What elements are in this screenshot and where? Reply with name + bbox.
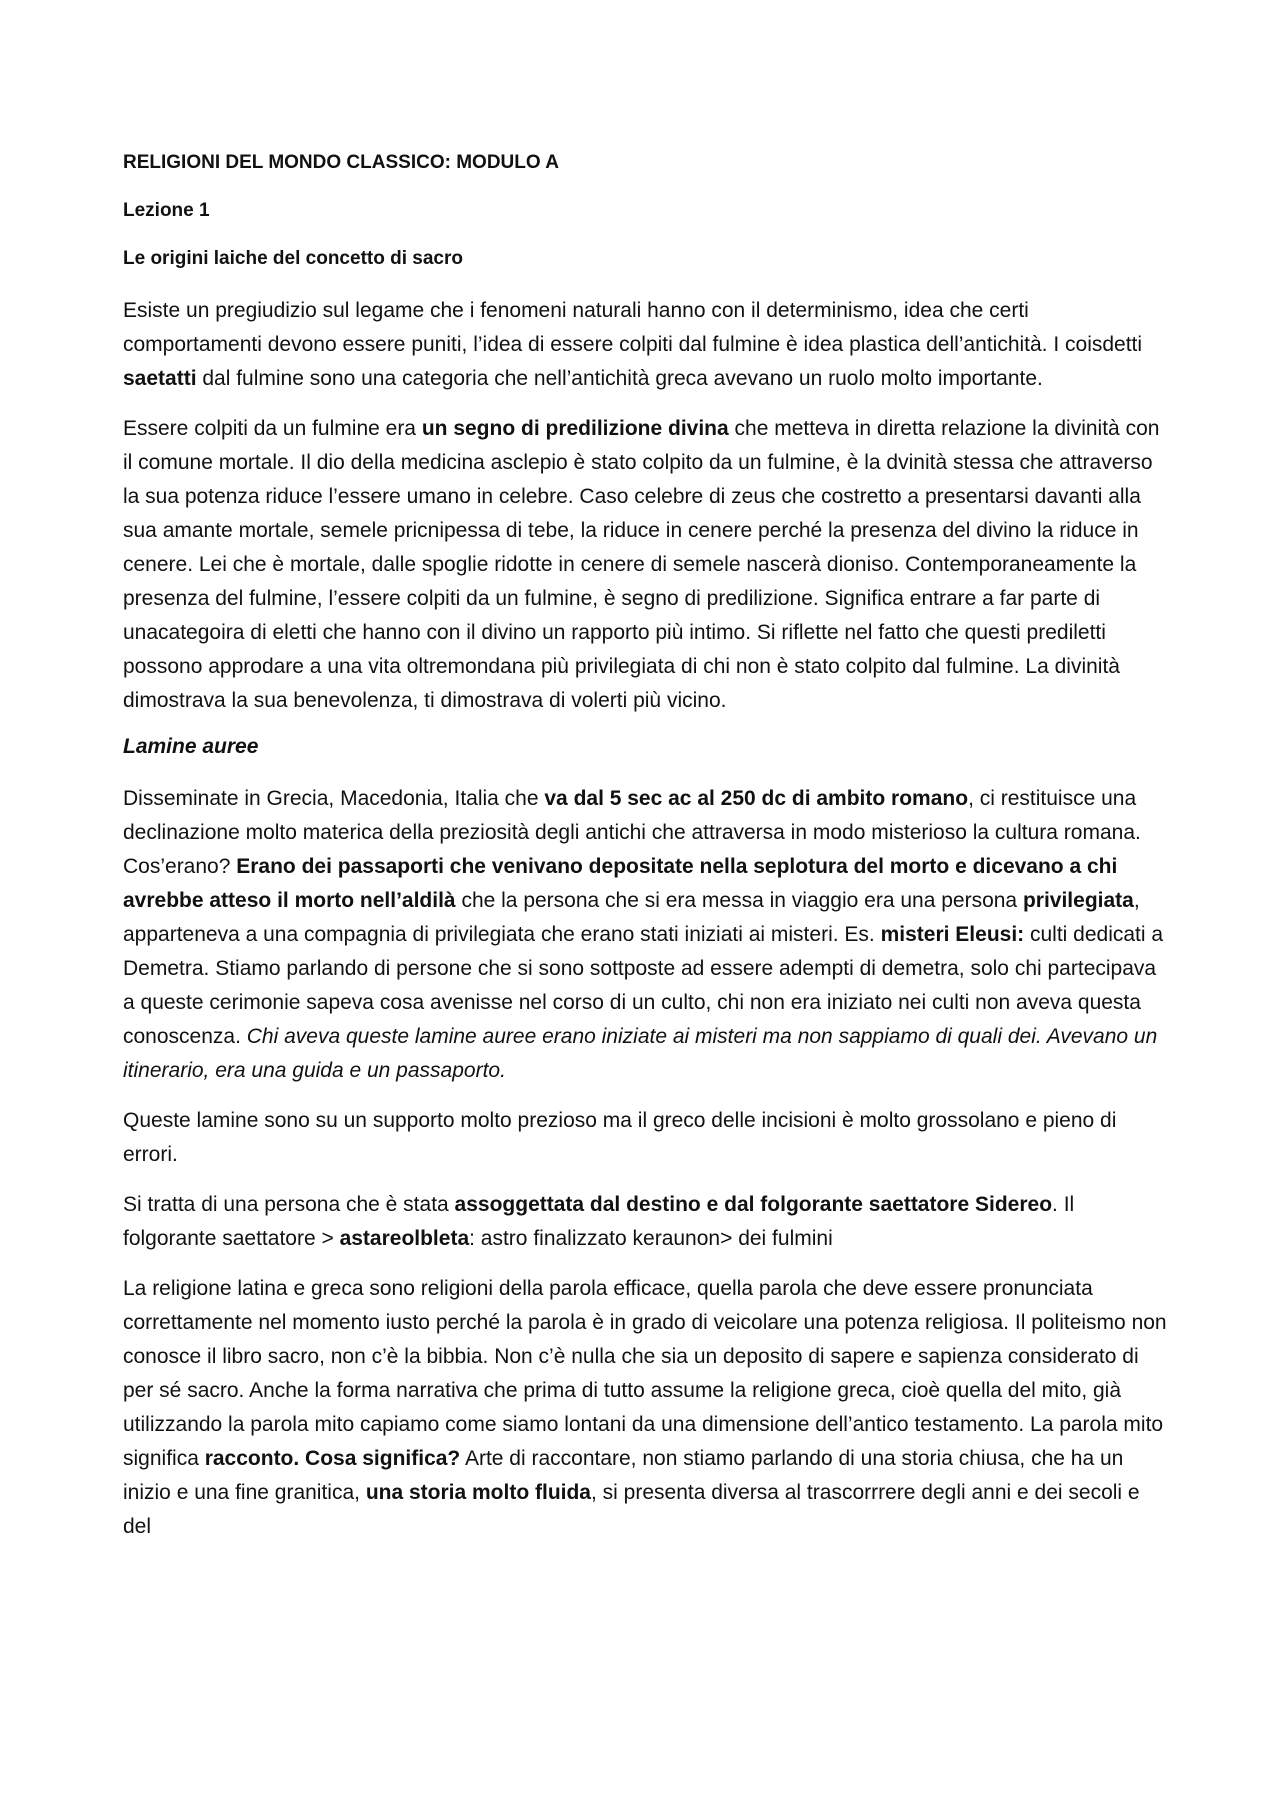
subheading-lamine-auree: Lamine auree bbox=[123, 735, 259, 758]
paragraph bbox=[123, 1272, 1173, 1544]
text-run: , apparteneva a una compagnia di privilegiata che erano stati iniziati ai misteri. Es. bbox=[123, 889, 1140, 946]
paragraph bbox=[123, 294, 1173, 396]
bold-text: astareolbleta bbox=[339, 1227, 470, 1250]
lesson-heading: Lezione 1 bbox=[123, 200, 210, 221]
text-run: , si presenta diversa al trascorrrere degli anni e dei secoli e del bbox=[123, 1481, 1140, 1538]
bold-text: assoggettata dal destino e dal folgorante saettatore Sidereo bbox=[454, 1193, 1053, 1216]
text-run: , ci restituisce una declinazione molto materica della preziosità degli antichi che attraversa in modo misterioso la cultura romana. Cos’erano? bbox=[123, 787, 1141, 878]
text-run: La religione latina e greca sono religioni della parola efficace, quella parola che deve essere pronunciata correttamente nel momento iusto perché la parola è in grado di veicolare una potenza religiosa. Il politeismo non conosce il libro sacro, non c’è la bibbia. Non c’è nulla che sia un deposito di sapere e sapienza considerato di per sé sacro. Anche la forma narrativa che prima di tutto assume la religione greca, cioè quella del mito, già utilizzando la parola mito capiamo come siamo lontani da una dimensione dell’antico testamento. La parola mito significa bbox=[123, 1277, 1167, 1470]
bold-text: una storia molto fluida bbox=[365, 1481, 591, 1504]
text-run: Essere colpiti da un fulmine era bbox=[123, 417, 422, 440]
bold-text: va dal 5 sec ac al 250 dc di ambito romano bbox=[544, 787, 969, 810]
paragraph bbox=[123, 412, 1173, 718]
bold-text: privilegiata bbox=[1022, 889, 1134, 912]
text-run: Esiste un pregiudizio sul legame che i fenomeni naturali hanno con il determinismo, idea che certi comportamenti devono essere puniti, l’idea di essere colpiti dal fulmine è idea plastica dell’antichità. I coisdetti bbox=[123, 299, 1143, 356]
text-run: che metteva in diretta relazione la divinità con il comune mortale. Il dio della medicina asclepio è stato colpito da un fulmine, è la dvinità stessa che attraverso la sua potenza riduce l’essere umano in celebre. Caso celebre di zeus che costretto a presentarsi davanti alla sua amante mortale, semele pricnipessa di tebe, la riduce in cenere perché la presenza del divino la riduce in cenere. Lei che è mortale, dalle spoglie ridotte in cenere di semele nascerà dioniso. Contemporaneamente la presenza del fulmine, l’essere colpiti da un fulmine, è segno di predilizione. Significa entrare a far parte di unacategoira di eletti che hanno con il divino un rapporto più intimo. Si riflette nel fatto che questi prediletti possono approdare a una vita oltremondana più privilegiata di chi non è stato colpito dal fulmine. La divinità dimostrava la sua benevolenza, ti dimostrava di volerti più vicino. bbox=[123, 417, 1160, 712]
text-run: che la persona che si era messa in viaggio era una persona bbox=[455, 889, 1023, 912]
paragraph bbox=[123, 1104, 1173, 1172]
paragraph bbox=[123, 782, 1173, 1088]
bold-text: un segno di predilizione divina bbox=[421, 417, 729, 440]
text-run: dal fulmine sono una categoria che nell’antichità greca avevano un ruolo molto importante. bbox=[196, 367, 1043, 390]
bold-text: racconto. Cosa significa? bbox=[204, 1447, 461, 1470]
bold-text: misteri Eleusi: bbox=[880, 923, 1025, 946]
document-page bbox=[123, 150, 1173, 1560]
text-run: Si tratta di una persona che è stata bbox=[123, 1193, 455, 1216]
text-run: Arte di raccontare, non stiamo parlando di una storia chiusa, che ha un inizio e una fine granitica, bbox=[123, 1447, 1124, 1504]
italic-text: Chi aveva queste lamine auree erano iniziate ai misteri ma non sappiamo di quali dei. Avevano un itinerario, era una guida e un passaporto. bbox=[123, 1025, 1158, 1082]
paragraph bbox=[123, 1188, 1173, 1256]
bold-text: Erano dei passaporti che venivano depositate nella seplotura del morto e dicevano a chi avrebbe atteso il morto nell’aldilà bbox=[123, 855, 1118, 912]
text-run: : astro finalizzato keraunon> dei fulmini bbox=[469, 1227, 833, 1250]
text-run: Queste lamine sono su un supporto molto prezioso ma il greco delle incisioni è molto grossolano e pieno di errori. bbox=[123, 1109, 1117, 1166]
text-run: . Il folgorante saettatore > bbox=[123, 1193, 1075, 1250]
text-run: culti dedicati a Demetra. Stiamo parlando di persone che si sono sottposte ad essere adempti di demetra, solo chi partecipava a queste cerimonie sapeva cosa avenisse nel corso di un culto, chi non era iniziato nei culti non aveva questa conoscenza. bbox=[123, 923, 1164, 1048]
bold-text: saetatti bbox=[123, 367, 197, 390]
text-run: Disseminate in Grecia, Macedonia, Italia che bbox=[123, 787, 545, 810]
document-title: RELIGIONI DEL MONDO CLASSICO: MODULO A bbox=[123, 152, 559, 173]
section-heading: Le origini laiche del concetto di sacro bbox=[123, 248, 463, 269]
